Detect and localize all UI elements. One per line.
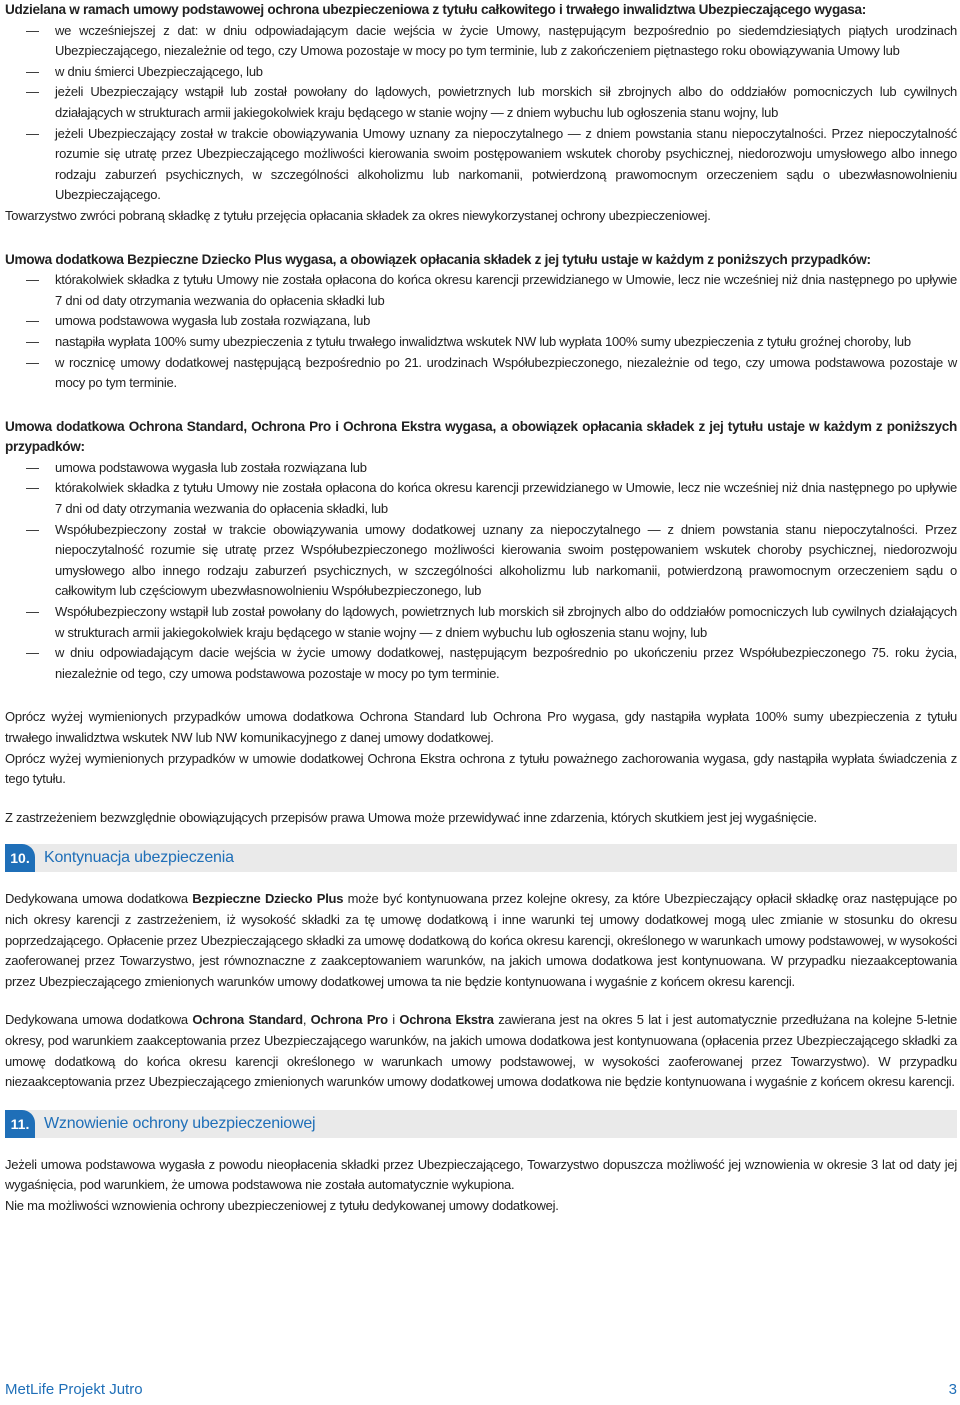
list-item: — umowa podstawowa wygasła lub została rozwiązana lub — [5, 458, 957, 479]
s4-paragraph-1: Oprócz wyżej wymienionych przypadków umowa dodatkowa Ochrona Standard lub Ochrona Pro wygasa, gdy nastąpiła wypłata 100% sumy ubezpieczenia z tytułu trwałego inwalidztwa wskutek NW lub NW komunikacyjnego z danej umowy dodatkowej. — [5, 709, 957, 745]
section-11-number: 11. — [5, 1110, 35, 1138]
list-item: — Współubezpieczony został w trakcie obowiązywania umowy dodatkowej uznany za niepoczytalnego — z dniem powstania stanu niepoczytalności. Przez niepoczytalność rozumie się utratę przez Współubezpieczonego możliwości kierowania swoim postępowaniem wskutek choroby psychicznej, niedorozwoju umysłowego albo innego rodzaju zaburzeń psychicznych, w szczególności alkoholizmu lub narkomanii, potwierdzoną prawomocnym orzeczeniem sądu o całkowitym lub częściowym ubezwłasnowolnieniu Współubezpieczonego, lub — [5, 520, 957, 602]
section-10-title: Kontynuacja ubezpieczenia — [44, 849, 234, 867]
sec11-paragraph-2: Nie ma możliwości wznowienia ochrony ubezpieczeniowej z tytułu dedykowanej umowy dodatkowej. — [5, 1197, 559, 1213]
footer-brand: MetLife Projekt Jutro — [5, 1380, 143, 1398]
sec11-paragraph-1: Jeżeli umowa podstawowa wygasła z powodu nieopłacenia składki przez Ubezpieczającego, Towarzystwo dopuszcza możliwość jej wznowienia w okresie 3 lat od daty jej wygaśnięcia, pod warunkiem, że umowa podstawowa nie została automatycznie wykupiona. — [5, 1156, 957, 1193]
sec10-paragraph-1: Dedykowana umowa dodatkowa Bezpieczne Dziecko Plus może być kontynuowana przez kolejne okresy, za które Ubezpieczający opłacił składkę oraz następujące po nich okresy karencji z zastrzeżeniem, iż wysokość składki za tę umowę dodatkową i inne warunki tej umowy dodatkowej mogą ulec zmianie w stosunku do okresu poprzedzającego. Opłacenie przez Ubezpieczającego składki za umowę dodatkową do końca okresu karencji, określonego w warunkach umowy podstawowej, w wysokości zaoferowanej przez Towarzystwo, jest równoznaczne z zaakceptowaniem warunków, na jakich umowa dodatkowa jest kontynuowana. W przypadku niezaakceptowania przez Ubezpieczającego zmienionych warunków umowy dodatkowej umowa ta nie będzie kontynuowana i wygaśnie z końcem okresu karencji. — [5, 891, 957, 989]
section-10-header — [5, 844, 957, 872]
s4-paragraph-3: Z zastrzeżeniem bezwzględnie obowiązujących przepisów prawa Umowa może przewidywać inne zdarzenia, których skutkiem jest jej wygaśnięcie. — [5, 809, 817, 825]
section-11-header — [5, 1110, 957, 1138]
list-item: — którakolwiek składka z tytułu Umowy nie została opłacona do końca okresu karencji przewidzianego w Umowie, lecz nie wcześniej niż dnia następnego po upływie 7 dni od daty otrzymania wezwania do opłacenia składki lub — [5, 270, 957, 311]
list-item: — w dniu śmierci Ubezpieczającego, lub — [5, 62, 957, 83]
s4-paragraph-2: Oprócz wyżej wymienionych przypadków w umowie dodatkowej Ochrona Ekstra ochrona z tytułu poważnego zachorowania wygasa, gdy nastąpiła wypłata świadczenia z tego tytułu. — [5, 750, 957, 787]
section-11-title: Wznowienie ochrony ubezpieczeniowej — [44, 1114, 316, 1132]
s2-heading: Umowa dodatkowa Bezpieczne Dziecko Plus wygasa, a obowiązek opłacania składek z jej tytułu ustaje w każdym z poniższych przypadków: — [5, 251, 871, 267]
list-item: — umowa podstawowa wygasła lub została rozwiązana, lub — [5, 311, 957, 332]
page-number: 3 — [948, 1380, 957, 1398]
list-item: — Współubezpieczony wstąpił lub został powołany do lądowych, powietrznych lub morskich sił zbrojnych albo do oddziałów pomocniczych lub cywilnych działających w strukturach armii jakiegokolwiek kraju będącego w stanie wojny — z dniem wybuchu lub ogłoszenia stanu wojny, lub — [5, 602, 957, 643]
list-item: — jeżeli Ubezpieczający został w trakcie obowiązywania Umowy uznany za niepoczytalnego — z dniem powstania stanu niepoczytalności. Przez niepoczytalność rozumie się utratę przez Ubezpieczającego możliwości kierowania swoim postępowaniem wskutek choroby psychicznej, niedorozwoju umysłowego albo innego rodzaju zaburzeń psychicznych, w szczególności alkoholizmu lub narkomanii, potwierdzoną prawomocnym orzeczeniem sądu o ubezwłasnowolnieniu Ubezpieczającego. — [5, 124, 957, 206]
list-item: — jeżeli Ubezpieczający wstąpił lub został powołany do lądowych, powietrznych lub morskich sił zbrojnych albo do oddziałów pomocniczych lub cywilnych działających w strukturach armii jakiegokolwiek kraju będącego w stanie wojny — z dniem wybuchu lub ogłoszenia stanu wojny, lub — [5, 82, 957, 123]
s3-list — [5, 458, 957, 685]
document-page — [5, 0, 957, 1217]
page-footer — [5, 1378, 957, 1400]
s3-heading: Umowa dodatkowa Ochrona Standard, Ochrona Pro i Ochrona Ekstra wygasa, a obowiązek opłacania składek z jej tytułu ustaje w każdym z poniższych przypadków: — [5, 418, 957, 455]
list-item: — nastąpiła wypłata 100% sumy ubezpieczenia z tytułu trwałego inwalidztwa wskutek NW lub wypłata 100% sumy ubezpieczenia z tytułu groźnej choroby, lub — [5, 332, 957, 353]
s1-heading: Udzielana w ramach umowy podstawowej ochrona ubezpieczeniowa z tytułu całkowitego i trwałego inwalidztwa Ubezpieczającego wygasa: — [5, 2, 866, 17]
list-item: — w dniu odpowiadającym dacie wejścia w życie umowy dodatkowej, następującym bezpośrednio po ukończeniu przez Współubezpieczonego 75. roku życia, niezależnie od tego, czy umowa podstawowa pozostaje w mocy po tym terminie. — [5, 643, 957, 684]
list-item: — w rocznicę umowy dodatkowej następującą bezpośrednio po 21. urodzinach Współubezpieczonego, niezależnie od tego, czy umowa podstawowa pozostaje w mocy po tym terminie. — [5, 353, 957, 394]
list-item: — we wcześniejszej z dat: w dniu odpowiadającym dacie wejścia w życie Umowy, następującym bezpośrednio po siedemdziesiątych piątych urodzinach Ubezpieczającego, niezależnie od tego, czy Umowa pozostaje w mocy po tym terminie, lub z zakończeniem piętnastego roku obowiązywania Umowy lub — [5, 21, 957, 62]
section-10-number: 10. — [5, 844, 35, 872]
list-item: — którakolwiek składka z tytułu Umowy nie została opłacona do końca okresu karencji przewidzianego w Umowie, lecz nie wcześniej niż dnia następnego po upływie 7 dni od daty otrzymania wezwania do opłacenia składki, lub — [5, 478, 957, 519]
sec10-paragraph-2: Dedykowana umowa dodatkowa Ochrona Standard, Ochrona Pro i Ochrona Ekstra zawierana jest na okres 5 lat i jest automatycznie przedłużana na kolejne 5-letnie okresy, pod warunkiem zaakceptowania przez Ubezpieczającego warunków, na jakich umowa dodatkowa jest kontynuowana (opłacenia przez Ubezpieczającego składki za umowę dodatkową do końca okresu karencji określonego w warunkach umowy podstawowej, w wysokości zaoferowanej przez Towarzystwo). W przypadku niezaakceptowania przez Ubezpieczającego zmienionych warunków umowy dodatkowej umowa dodatkowa nie będzie kontynuowana i wygaśnie z końcem okresu karencji. — [5, 1012, 957, 1090]
s1-note: Towarzystwo zwróci pobraną składkę z tytułu przejęcia opłacania składek za okres niewykorzystanej ochrony ubezpieczeniowej. — [5, 207, 711, 223]
s1-list — [5, 21, 957, 206]
s2-list — [5, 270, 957, 394]
